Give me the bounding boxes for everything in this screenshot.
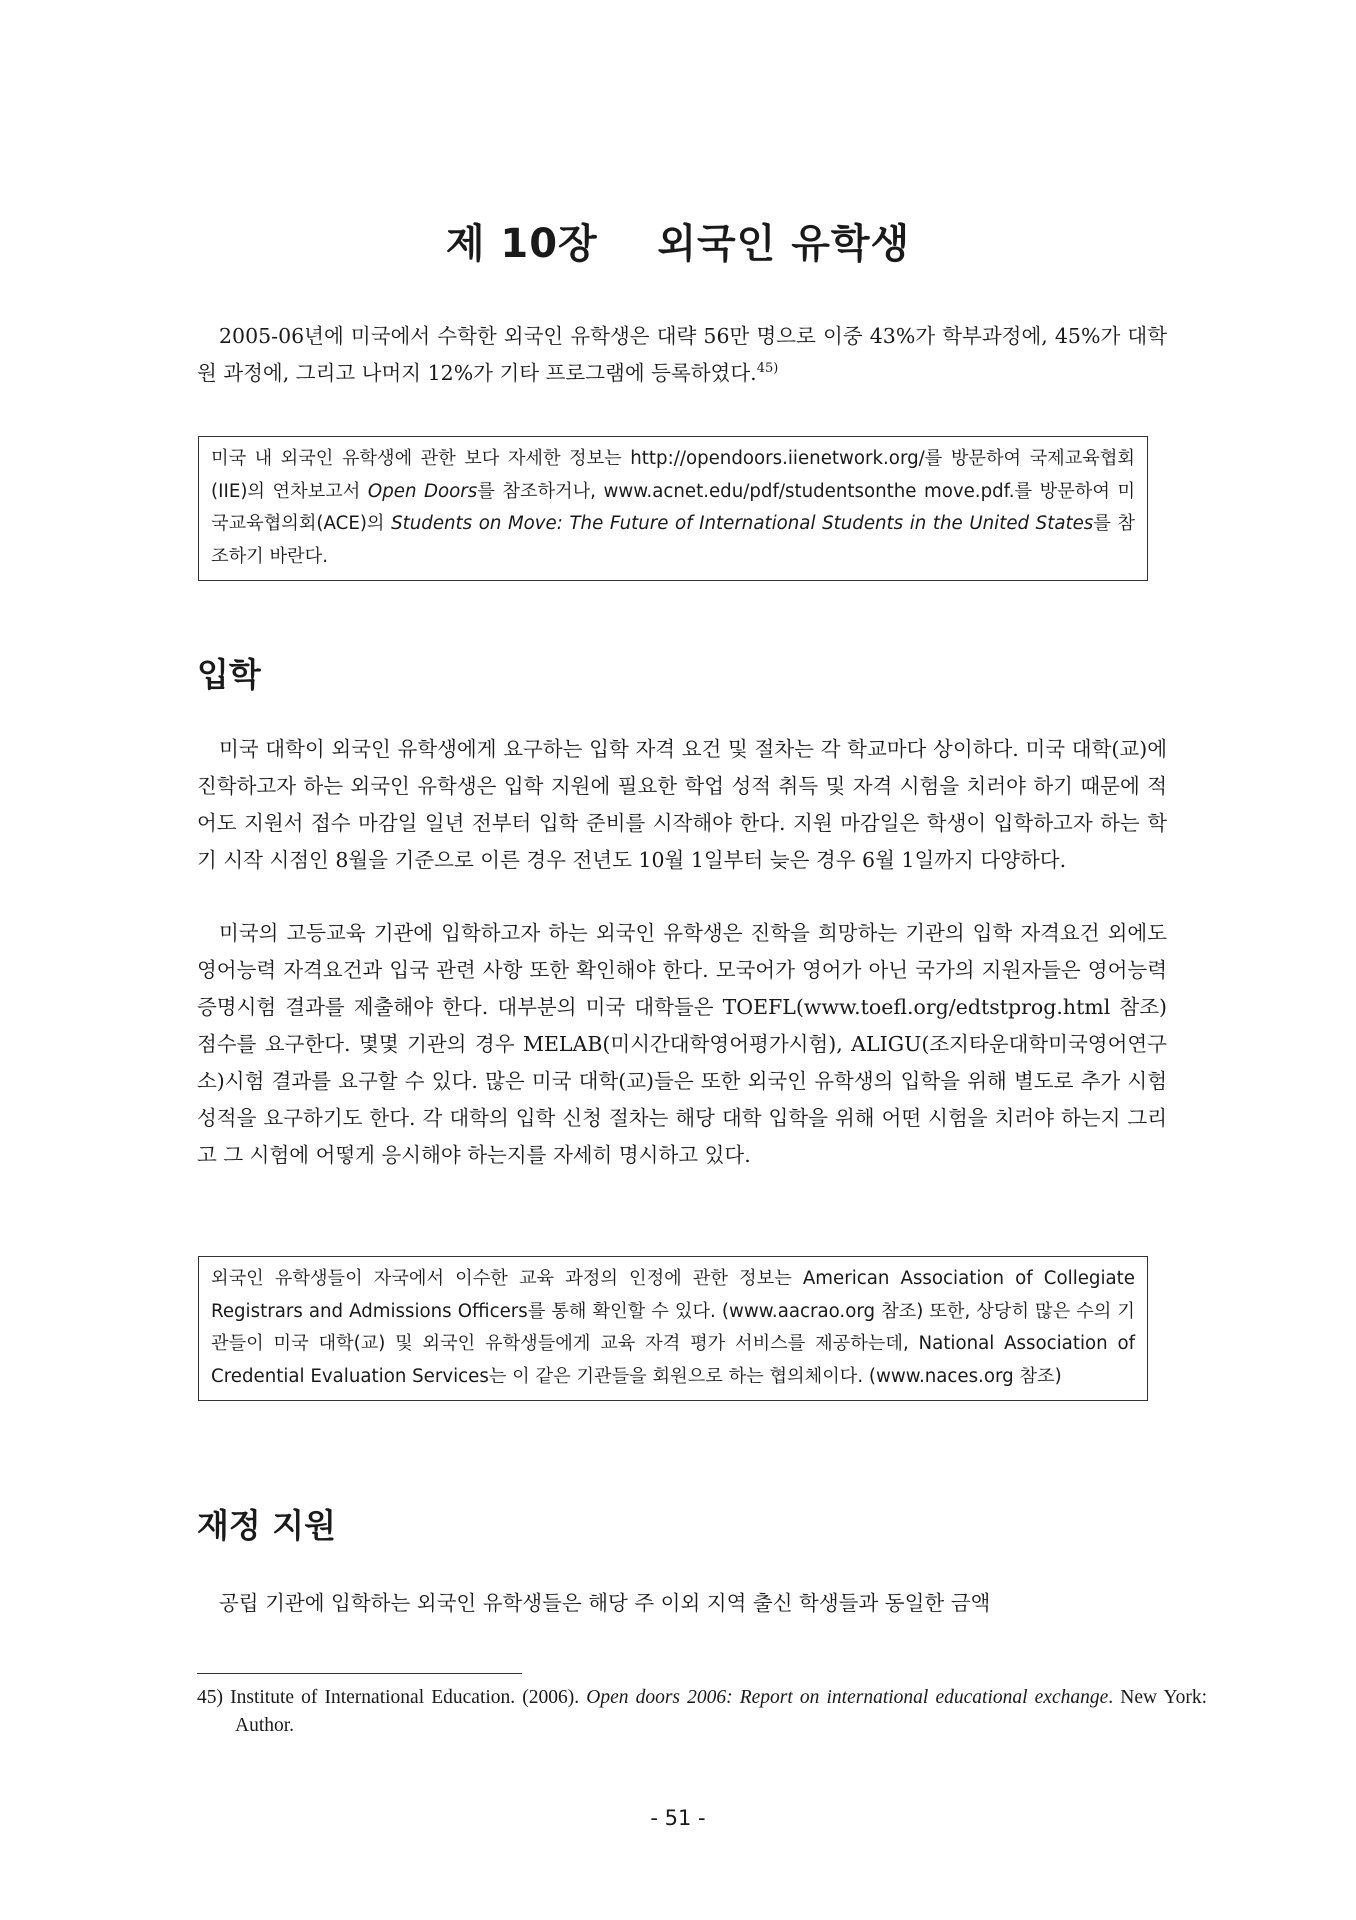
section-heading-admission: 입학: [197, 655, 261, 694]
info-box-text-part: 를 참조하기 바란다.: [211, 513, 1135, 567]
admission-paragraph-1: 미국 대학이 외국인 유학생에게 요구하는 입학 자격 요건 및 절차는 각 학교마다 상이하다. 미국 대학(교)에 진학하고자 하는 외국인 유학생은 입학 지원에 필요한 학업 성적 취득 및 자격 시험을 치러야 하기 때문에 적어도 지원서 접수 마감일 일년 전부터 입학 준비를 시작해야 한다. 지원 마감일은 학생이 입학하고자 하는 학기 시작 시점인 8월을 기준으로 이른 경우 전년도 10월 1일부터 늦은 경우 6월 1일까지 다양하다.: [197, 737, 1167, 872]
students-on-move-title: Students on Move: The Future of International Students in the United States: [391, 513, 1094, 534]
intro-text: 2005-06년에 미국에서 수학한 외국인 유학생은 대략 56만 명으로 이중 43%가 학부과정에, 45%가 대학원 과정에, 그리고 나머지 12%가 기타 프로그램에 등록하였다.: [197, 324, 1167, 385]
footnote-text: Institute of International Education. (2006).: [223, 1687, 587, 1708]
footnote-45: [197, 1684, 1207, 1740]
info-box-text-part: 를 참조하거나, www.acnet.edu/pdf/studentsonthe move.pdf.를 방문하여 미국교육협의회(ACE)의: [211, 480, 1136, 534]
info-box-credential-evaluation: [198, 1256, 1148, 1401]
financial-aid-paragraph: 공립 기관에 입학하는 외국인 유학생들은 해당 주 이외 지역 출신 학생들과 동일한 금액: [219, 1591, 991, 1615]
footnote-text-end: . New York: Author.: [235, 1687, 1207, 1736]
footnote-divider: [197, 1673, 522, 1674]
footnote-italic-title: Open doors 2006: Report on international educational exchange: [586, 1687, 1109, 1708]
admission-paragraph-2: 미국의 고등교육 기관에 입학하고자 하는 외국인 유학생은 진학을 희망하는 기관의 입학 자격요건 외에도 영어능력 자격요건과 입국 관련 사항 또한 확인해야 한다. 모국어가 영어가 아닌 국가의 지원자들은 영어능력 증명시험 결과를 제출해야 한다. 대부분의 미국 대학들은 TOEFL(www.toefl.org/edtstprog.html 참조) 점수를 요구한다. 몇몇 기관의 경우 MELAB(미시간대학영어평가시험), ALIGU(조지타운대학미국영어연구소)시험 결과를 요구할 수 있다. 많은 미국 대학(교)들은 또한 외국인 유학생의 입학을 위해 별도로 추가 시험 성적을 요구하기도 한다. 각 대학의 입학 신청 절차는 해당 대학 입학을 위해 어떤 시험을 치러야 하는지 그리고 그 시험에 어떻게 응시해야 하는지를 자세히 명시하고 있다.: [197, 921, 1167, 1167]
chapter-title: 제 10장 외국인 유학생: [445, 221, 911, 267]
section-heading-financial-aid: 재정 지원: [197, 1506, 337, 1545]
footnote-marker: 45): [197, 1687, 223, 1708]
intro-paragraph: [197, 318, 1167, 392]
info-box-credential-text: 외국인 유학생들이 자국에서 이수한 교육 과정의 인정에 관한 정보는 American Association of Collegiate Registrars and Admissions Officers를 통해 확인할 수 있다. (www.aacrao.org 참조) 또한, 상당히 많은 수의 기관들이 미국 대학(교) 및 외국인 유학생들에게 교육 자격 평가 서비스를 제공하는데, National Association of Credential Evaluation Services는 이 같은 기관들을 회원으로 하는 협의체이다. (www.naces.org 참조): [211, 1268, 1135, 1387]
info-box-open-doors-text: [211, 443, 1135, 573]
info-box-open-doors: [198, 436, 1148, 581]
page-number: - 51 -: [650, 1806, 706, 1830]
open-doors-title: Open Doors: [367, 480, 478, 502]
info-box-text-part: 미국 내 외국인 유학생에 관한 보다 자세한 정보는 http://opendoors.iienetwork.org/를 방문하여 국제교육협회(IIE)의 연차보고서: [211, 448, 1135, 502]
footnote-reference: 45): [756, 361, 779, 377]
